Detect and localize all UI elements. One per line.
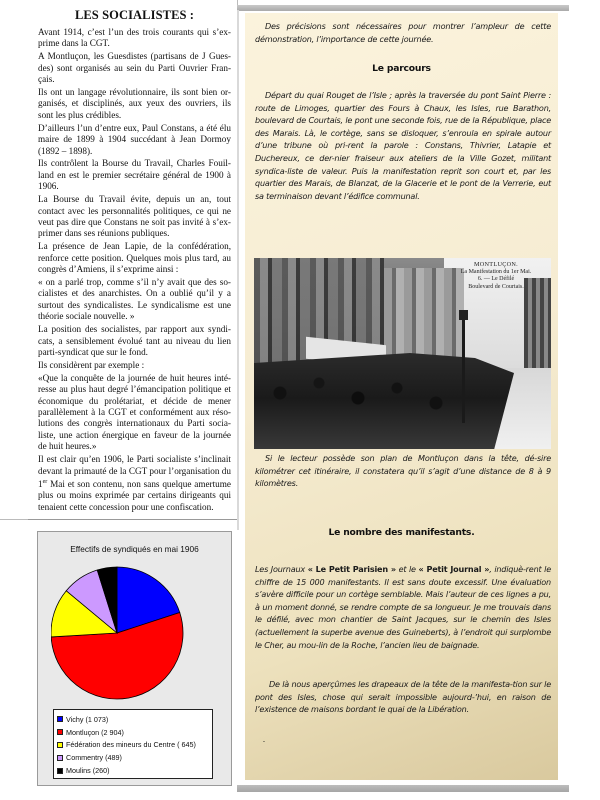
legend-swatch-icon — [57, 768, 63, 774]
nombre-paragraph — [255, 563, 551, 651]
text: Il est clair qu’en 1906, le Parti socialiste s’inclinait devant la primauté de la CGT pour l’organisation du 1 — [38, 454, 231, 489]
drapeaux-paragraph: De là nous aperçûmes les drapeaux de la tête de la manifesta-tion sur le pont des Isles, chose qui serait impossible aujourd-’hui, en raison de l’existence de maisons bordant le quai de la Libération. — [255, 679, 551, 715]
text: Mai et son contenu, non sans quelque amertume plus ou moins exprimée par certains dirigeants qui tenaient cette concession pour une confiscation. — [38, 479, 231, 512]
text: , indiquè-rent le chiffre de 15 000 manifestants. Il est sans doute excessif. Une évaluation s’avère difficile pour un cortège semblable. Mais l’auteur de ces lignes a pu, à un moment donné, se rendre compte de sa longueur. Je me trouvais dans le défilé, avec mon chantier de Saint Jacques, sur le chemin des Isles (actuellement la superbe avenue des Guineberts), à l’endroit qui surplombe le Cher, au mou-lin de la Roche, l’ancien lieu de baignade. — [255, 564, 551, 650]
legend-label: Montluçon (2 904) — [66, 727, 124, 737]
caption-line: La Manifestation du 1er Mai. — [460, 268, 532, 275]
paragraph: La Bourse du Travail évite, depuis un an, tout contact avec les personnalités politiques, ce qui ne veut pas dire que Constans ne soit pas invité à s’ex-primer dans ses réunions publiques. — [38, 194, 231, 239]
legend-swatch-icon — [57, 742, 63, 748]
frame-border-top — [237, 5, 569, 11]
legend-label: Fédération des mineurs du Centre ( 645) — [66, 740, 196, 750]
paragraph: Ils contrôlent la Bourse du Travail, Charles Fouil-land en est le premier secrétaire général de 1900 à 1906. — [38, 158, 231, 192]
caption-line: MONTLUÇON. — [473, 261, 519, 268]
photo-crowd — [254, 353, 514, 449]
paragraph: Ils ont un langage révolutionnaire, ils sont bien or-ganisés, et disciplinés, aux yeux des ouvriers, ils sont les plus crédibles. — [38, 87, 231, 120]
quote-paragraph: «Que la conquête de la journée de huit heures inté-resse au plus haut degré l’émancipation politique et économique du prolétariat, et décide de mener parallèlement à la CGT et conformément aux réso-lutions des congrès internationaux du Parti socia-liste, une action énergique en faveur de la journée de huit heures.» — [38, 372, 231, 452]
pie-plot — [51, 565, 211, 705]
legend-swatch-icon — [57, 755, 63, 761]
socialists-text-body — [38, 8, 231, 515]
legend-swatch-icon — [57, 716, 63, 722]
legend-swatch-icon — [57, 729, 63, 735]
caption-line: 6. — Le Défilé — [477, 276, 515, 283]
superscript: er — [42, 478, 48, 485]
paragraph: Ils considèrent par exemple : — [38, 359, 145, 370]
distance-paragraph: Si le lecteur possède son plan de Montluçon dans la tête, dé-sire kilométrer cet itinéraire, il constatera qu’il s’agit d’une distance de 8 à 9 kilomètres. — [255, 453, 551, 489]
photo-caption — [442, 261, 550, 291]
heading-nombre-manifestants: Le nombre des manifestants. — [328, 527, 475, 538]
legend-label: Vichy (1 073) — [66, 714, 109, 724]
quote-paragraph: « on a parlé trop, comme s’il n’y avait que des so-cialistes et des anarchistes. On a oublié qu’il y a surtout des syndicalistes. Le syndicalisme est une théorie sociale nouvelle. » — [38, 277, 231, 322]
legend-item-federation — [57, 739, 209, 752]
frame-border-left — [237, 10, 239, 530]
paragraph-conclusion — [38, 454, 231, 513]
paragraph: A Montluçon, les Guesdistes (partisans de J Gues-des) sont organisés au sein du Parti Ouvrier Fran-çais. — [38, 51, 231, 85]
socialists-text-panel — [0, 0, 238, 520]
historical-photo-manifestation — [254, 258, 551, 449]
newspaper-name: « Petit Journal » — [418, 564, 490, 574]
caption-line: Boulevard de Courtais. — [468, 283, 524, 290]
paragraph: La position des socialistes, par rapport aux syndi-cats, a sensiblement évolué tant au niveau du lien parti-syndicat que sur le fond. — [38, 324, 231, 357]
parchment-panel — [245, 13, 558, 780]
chart-title: Effectifs de syndiqués en mai 1906 — [70, 544, 199, 554]
intro-paragraph: Des précisions sont nécessaires pour montrer l’ampleur de cette démonstration, l’importance de cette journée. — [255, 21, 551, 44]
chart-legend — [53, 709, 213, 779]
paragraph: La présence de Jean Lapie, de la confédération, renforce cette position. Quelques mois plus tard, au congrès d’Amiens, il s’exprime ainsi : — [38, 241, 231, 275]
trailing-dot: . — [263, 734, 266, 744]
parcours-paragraph: Départ du quai Rouget de l’Isle ; après la traversée du pont Saint Pierre : route de Limoges, quartier des Fours à Chaux, les Isles, rue Barathon, boulevard de Courtais, le pont une seconde fois, rue de la République, place des Marais. Là, le cortège, sans se disloquer, s’enroula en spirale autour d’une tribune où pri-rent la parole : Constans, Thivrier, Latapie et Duchereux, ce der-nier fraiseur aux ateliers de la Ville Gozet, militant syndica-liste de valeur. Puis la manifestation reprit son court et, par les quartier des Marais, de Blanzat, de la Glacerie et le pont de la Verrerie, eut sa terminaison devant l’édifice communal. — [255, 90, 551, 201]
legend-item-montlucon — [57, 726, 209, 739]
heading-parcours: Le parcours — [372, 63, 431, 74]
frame-border-bottom — [237, 785, 569, 792]
pie-chart — [37, 531, 232, 786]
paragraph: D’ailleurs l’un d’entre eux, Paul Constans, a été élu maire de 1899 à 1904 succédant à Jean Dormoy (1892 – 1898). — [38, 122, 231, 156]
paragraph: Avant 1914, c’est l’un des trois courants qui s’ex-prime dans la CGT. — [38, 27, 231, 49]
text: Les Journaux — [255, 564, 308, 574]
section-title-socialistes: LES SOCIALISTES : — [74, 8, 195, 22]
legend-label: Commentry (489) — [66, 753, 122, 763]
street-lamp-icon — [462, 318, 465, 423]
text: et le — [395, 564, 419, 574]
legend-label: Moulins (260) — [66, 766, 110, 776]
newspaper-name: « Le Petit Parisien » — [307, 564, 396, 574]
legend-item-moulins — [57, 764, 209, 777]
legend-item-vichy — [57, 713, 209, 726]
legend-item-commentry — [57, 751, 209, 764]
